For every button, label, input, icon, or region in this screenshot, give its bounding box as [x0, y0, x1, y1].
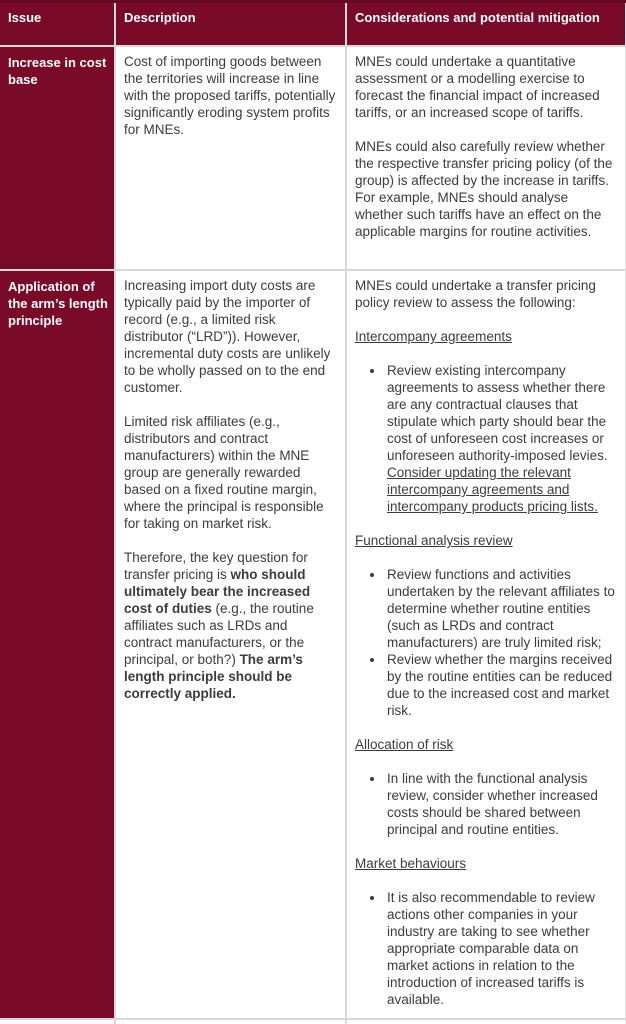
- paragraph: Cost of importing goods between the territories will increase in line with the proposed tariffs, potentially significantly eroding system profits for MNEs.: [124, 54, 336, 137]
- paragraph: Limited risk affiliates (e.g., distributors and contract manufacturers) within the MNE group are generally rewarded based on a fixed routine margin, where the principal is responsible for taking on market risk.: [124, 414, 324, 531]
- row2-issue-cell: Application of the arm’s length principle: [0, 271, 116, 1020]
- bullet-list: [355, 889, 617, 1008]
- text-segment: Review existing intercompany agreements to assess whether there are any contractual clauses that stipulate which party should bear the cost of unforeseen cost increases or unforeseen authority-imposed levies.: [387, 363, 608, 463]
- text-segment: (e.g., the routine affiliates such as LRDs and contract manufacturers, or the principal, or both?): [124, 601, 314, 667]
- paragraph: MNEs could also carefully review whether the respective transfer pricing policy (of the group) is affected by the increase in tariffs. For example, MNEs should analyse whether such tariffs have an effect on the applicable margins for routine activities.: [355, 139, 613, 239]
- section-heading-intercompany-agreements: Intercompany agreements: [355, 329, 512, 344]
- bold-text-segment: who should ultimately bear the increased cost of duties: [124, 567, 311, 616]
- row1-description-cell: [116, 47, 347, 271]
- section-heading-allocation-of-risk: Allocation of risk: [355, 737, 454, 752]
- row2-considerations-cell: [347, 271, 626, 1020]
- paragraph: Increasing import duty costs are typically paid by the importer of record (e.g., a limited risk distributor (“LRD”)). However, incremental duty costs are unlikely to be wholly passed on to the end customer.: [124, 278, 331, 395]
- bullet-item: [385, 362, 617, 515]
- row1-issue-cell: Increase in cost base: [0, 47, 116, 271]
- bottom-strip-cell: [0, 1020, 116, 1024]
- paragraph: [124, 549, 337, 702]
- underlined-text-segment: Consider updating the relevant intercompany agreements and intercompany products pricing lists.: [387, 465, 598, 514]
- paragraph: MNEs could undertake a transfer pricing policy review to assess the following:: [355, 278, 596, 310]
- bottom-strip-cell: [347, 1020, 626, 1024]
- bullet-list: [355, 362, 617, 515]
- section-heading-functional-analysis-review: Functional analysis review: [355, 533, 513, 548]
- bullet-item: • It is also recommendable to review actions other companies in your industry are taking to see whether appropriate comparable data on market actions in relation to the introduction of increased tariffs is available.: [385, 889, 617, 1008]
- bullet-item: • In line with the functional analysis review, consider whether increased costs should be shared between principal and routine entities.: [385, 770, 617, 838]
- text-segment: Therefore, the key question for transfer pricing is: [124, 550, 308, 582]
- header-issue: Issue: [0, 3, 116, 47]
- bullet-item: • Review functions and activities undertaken by the relevant affiliates to determine whether routine entities (such as LRDs and contract manufacturers) are truly limited risk;: [385, 566, 617, 651]
- paragraph: MNEs could undertake a quantitative assessment or a modelling exercise to forecast the financial impact of increased tariffs, or an increased scope of tariffs.: [355, 54, 600, 120]
- bullet-item: • Review whether the margins received by the routine entities can be reduced due to the increased cost and market risk.: [385, 651, 617, 719]
- bullet-list: [355, 770, 617, 838]
- bottom-strip-cell: [116, 1020, 347, 1024]
- section-heading-market-behaviours: Market behaviours: [355, 856, 467, 871]
- row2-description-cell: [116, 271, 347, 1020]
- header-description: Description: [116, 3, 347, 47]
- bullet-list: [355, 566, 617, 719]
- row1-considerations-cell: [347, 47, 626, 271]
- header-considerations: Considerations and potential mitigation: [347, 3, 626, 47]
- bold-text-segment: The arm’s length principle should be correctly applied.: [124, 652, 303, 701]
